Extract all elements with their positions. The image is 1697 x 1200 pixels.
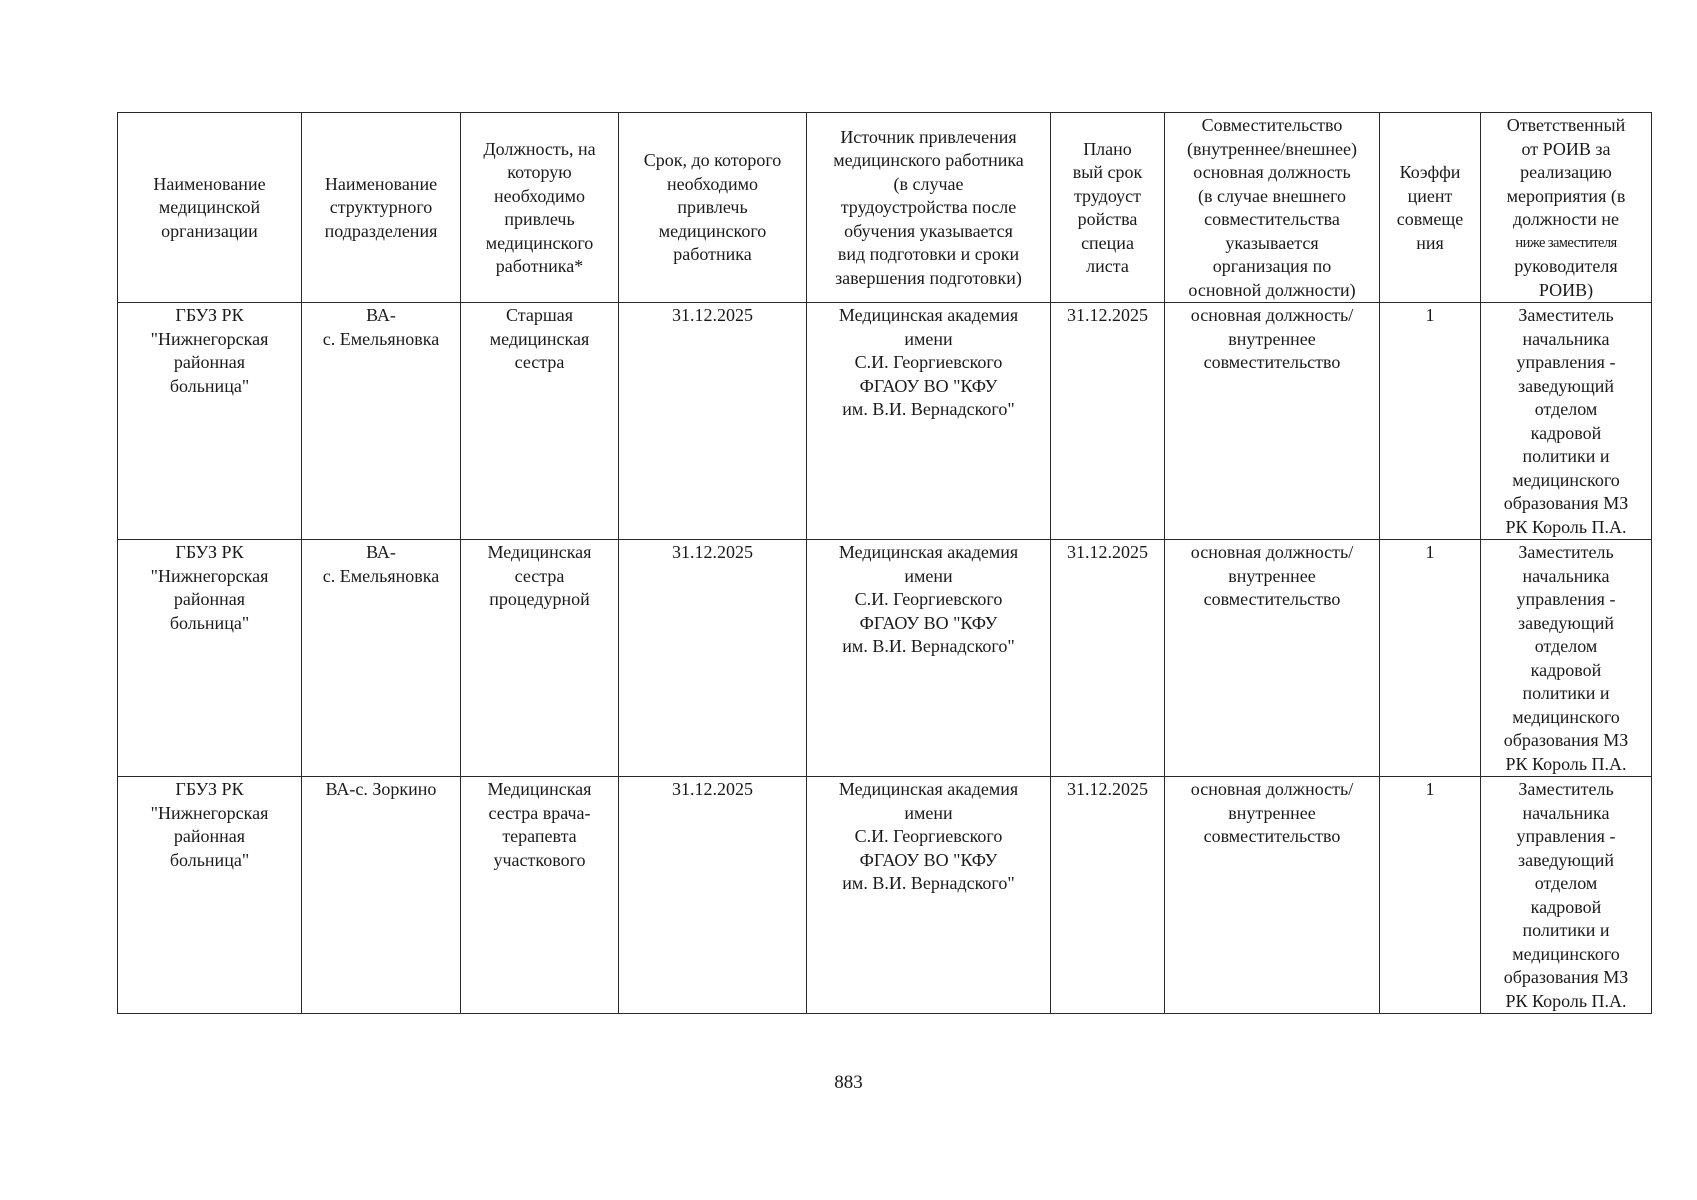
cell-line: листа — [1086, 256, 1129, 276]
cell-line: кадровой — [1530, 659, 1602, 680]
cell-line: основная должность/ — [1190, 779, 1354, 799]
cell-line: Совместительство — [1201, 115, 1343, 135]
cell-line: совместительство — [1203, 826, 1341, 846]
cell-line: "Нижнегорская — [150, 802, 269, 823]
cell-line: имени — [904, 328, 953, 349]
cell-line: необходимо — [493, 185, 586, 206]
header-subdivision — [302, 113, 461, 303]
cell-line: им. В.И. Вернадского" — [842, 399, 1015, 419]
staffing-table — [117, 112, 1652, 1014]
cell-line: РК Король П.А. — [1505, 516, 1627, 537]
cell-responsible — [1481, 777, 1652, 1014]
cell-line: Ответственный — [1506, 115, 1626, 135]
cell-line: 1 — [1425, 305, 1435, 325]
cell-line: медицинского — [1512, 469, 1620, 490]
cell-line: вид подготовки и сроки — [837, 244, 1020, 265]
cell-line: от РОИВ за — [1521, 138, 1611, 159]
cell-line: имени — [904, 565, 953, 586]
cell-line: ВА- — [366, 305, 396, 325]
cell-position — [461, 777, 619, 1014]
cell-line: Наименование — [153, 173, 266, 194]
cell-line: основной должности) — [1188, 279, 1356, 300]
cell-line: РОИВ) — [1538, 279, 1594, 300]
cell-line: образования МЗ — [1503, 730, 1629, 750]
cell-line: медицинского — [485, 232, 594, 253]
cell-line: внутреннее — [1228, 565, 1316, 586]
cell-line: РК Король П.А. — [1505, 990, 1627, 1011]
cell-line: Медицинская — [487, 542, 592, 562]
cell-line: 31.12.2025 — [672, 779, 753, 799]
cell-combination — [1165, 303, 1380, 540]
cell-organization — [118, 777, 302, 1014]
cell-line: специа — [1081, 232, 1134, 253]
cell-line: Наименование — [324, 173, 438, 194]
cell-combination — [1165, 777, 1380, 1014]
header-coefficient — [1380, 113, 1481, 303]
table-row — [118, 777, 1652, 1014]
cell-planned-date — [1051, 777, 1165, 1014]
page-number: 883 — [834, 1072, 863, 1093]
cell-source — [807, 303, 1051, 540]
cell-position — [461, 303, 619, 540]
cell-line: ГБУЗ РК — [175, 779, 244, 799]
cell-line: завершения подготовки) — [835, 267, 1022, 288]
cell-line: больница" — [169, 849, 250, 870]
header-position — [461, 113, 619, 303]
cell-combination — [1165, 540, 1380, 777]
cell-line: ВА- — [366, 542, 396, 562]
cell-line: 1 — [1425, 542, 1435, 562]
cell-line: им. В.И. Вернадского" — [842, 636, 1015, 656]
table-header — [118, 113, 1652, 303]
cell-line: 31.12.2025 — [1067, 779, 1148, 799]
table-row — [118, 303, 1652, 540]
cell-subdivision — [302, 303, 461, 540]
cell-organization — [118, 540, 302, 777]
cell-line: трудоуст — [1073, 185, 1142, 206]
cell-organization — [118, 303, 302, 540]
cell-line: начальника — [1522, 802, 1610, 823]
cell-line: (в случае внешнего — [1197, 185, 1347, 206]
cell-line: медицинская — [489, 328, 590, 349]
cell-line: Срок, до которого — [643, 150, 782, 171]
cell-subdivision — [302, 540, 461, 777]
cell-line: начальника — [1522, 328, 1610, 349]
cell-line: подразделения — [324, 220, 438, 241]
cell-line: работника — [673, 244, 752, 265]
cell-position — [461, 540, 619, 777]
cell-line: совмеще — [1396, 209, 1464, 229]
cell-deadline — [619, 303, 807, 540]
cell-line: должности не — [1512, 209, 1620, 229]
cell-line: работника* — [495, 256, 584, 276]
cell-line: трудоустройства после — [840, 197, 1017, 218]
cell-line: 31.12.2025 — [672, 542, 753, 562]
cell-coefficient — [1380, 303, 1481, 540]
cell-line: Должность, на — [483, 138, 596, 159]
cell-planned-date — [1051, 540, 1165, 777]
table-row — [118, 540, 1652, 777]
cell-line: больница" — [169, 375, 250, 396]
cell-line: Медицинская академия — [838, 542, 1019, 562]
cell-line: районная — [173, 352, 246, 372]
cell-line: Плано — [1083, 138, 1132, 159]
cell-line: кадровой — [1530, 422, 1602, 443]
cell-source — [807, 777, 1051, 1014]
cell-line: (в случае — [893, 173, 964, 194]
cell-line: образования МЗ — [1503, 967, 1629, 987]
cell-line: Медицинская академия — [838, 779, 1019, 799]
cell-line: медицинского — [1512, 706, 1620, 727]
header-responsible — [1481, 113, 1652, 303]
cell-line: Заместитель — [1518, 542, 1614, 562]
cell-line: организации — [161, 220, 258, 241]
cell-line: руководителя — [1514, 256, 1618, 276]
cell-line: ГБУЗ РК — [175, 305, 244, 325]
cell-line: сестра — [514, 565, 565, 586]
cell-line: Источник привлечения — [840, 126, 1017, 147]
header-row — [118, 113, 1652, 303]
cell-line: заведующий — [1518, 849, 1614, 870]
cell-line: необходимо — [666, 173, 759, 194]
cell-planned-date — [1051, 303, 1165, 540]
cell-line: "Нижнегорская — [150, 565, 269, 586]
cell-line: районная — [173, 826, 246, 846]
header-planned-date — [1051, 113, 1165, 303]
cell-line: РК Король П.А. — [1505, 753, 1627, 774]
header-combination — [1165, 113, 1380, 303]
cell-coefficient — [1380, 540, 1481, 777]
cell-line: медицинской — [158, 197, 261, 218]
cell-responsible — [1481, 540, 1652, 777]
cell-line: ройства — [1077, 209, 1138, 229]
cell-line: "Нижнегорская — [150, 328, 269, 349]
cell-line: Медицинская — [487, 779, 592, 799]
cell-line: процедурной — [489, 589, 590, 609]
cell-line: (внутреннее/внешнее) — [1186, 138, 1358, 159]
cell-line: ГБУЗ РК — [175, 542, 244, 562]
cell-line: терапевта — [502, 826, 577, 846]
cell-line: С.И. Георгиевского — [854, 589, 1003, 609]
cell-line: участкового — [493, 849, 586, 870]
cell-line: основная должность/ — [1190, 305, 1354, 325]
cell-line: указывается — [1225, 232, 1319, 253]
cell-line: политики и — [1522, 920, 1610, 940]
cell-line: имени — [904, 802, 953, 823]
cell-line: Медицинская академия — [838, 305, 1019, 325]
header-deadline — [619, 113, 807, 303]
cell-line: политики и — [1522, 446, 1610, 466]
cell-subdivision — [302, 777, 461, 1014]
cell-line: начальника — [1522, 565, 1610, 586]
cell-line: образования МЗ — [1503, 493, 1629, 513]
cell-line: управления - — [1516, 826, 1616, 846]
cell-line: совместительство — [1203, 352, 1341, 372]
cell-line: обучения указывается — [844, 220, 1013, 241]
cell-responsible — [1481, 303, 1652, 540]
cell-line: вый срок — [1072, 162, 1143, 182]
cell-line: управления - — [1516, 352, 1616, 372]
cell-line: ВА-с. Зоркино — [325, 779, 437, 799]
cell-line: Старшая — [506, 305, 573, 325]
cell-line: медицинского работника — [833, 150, 1024, 171]
cell-line: с. Емельяновка — [322, 328, 440, 349]
cell-line: отделом — [1534, 873, 1598, 893]
table-body — [118, 303, 1652, 1014]
cell-line: медицинского — [658, 220, 767, 241]
cell-line: внутреннее — [1228, 328, 1316, 349]
cell-line: которую — [507, 162, 572, 182]
header-organization — [118, 113, 302, 303]
cell-line: циент — [1407, 185, 1453, 206]
cell-line: Заместитель — [1518, 779, 1614, 799]
cell-line: районная — [173, 589, 246, 609]
cell-coefficient — [1380, 777, 1481, 1014]
cell-line: внутреннее — [1228, 802, 1316, 823]
cell-line: привлечь — [504, 209, 575, 229]
cell-line: заведующий — [1518, 612, 1614, 633]
cell-line: с. Емельяновка — [322, 565, 440, 586]
cell-line: основная должность/ — [1190, 542, 1354, 562]
cell-line: отделом — [1534, 636, 1598, 656]
cell-line: сестра — [514, 352, 565, 372]
cell-deadline — [619, 540, 807, 777]
cell-line: 31.12.2025 — [1067, 305, 1148, 325]
cell-line: сестра врача- — [488, 802, 591, 823]
cell-line: 31.12.2025 — [1067, 542, 1148, 562]
cell-line: структурного — [329, 197, 433, 218]
cell-deadline — [619, 777, 807, 1014]
cell-line: организация по — [1212, 256, 1332, 276]
cell-line: основная должность — [1193, 162, 1351, 182]
cell-line: Заместитель — [1518, 305, 1614, 325]
cell-line: ния — [1416, 232, 1444, 253]
cell-line: ФГАОУ ВО "КФУ — [859, 375, 998, 396]
header-source — [807, 113, 1051, 303]
cell-line: совместительство — [1203, 589, 1341, 609]
cell-line: им. В.И. Вернадского" — [842, 873, 1015, 893]
cell-line: управления - — [1516, 589, 1616, 609]
cell-line: отделом — [1534, 399, 1598, 419]
cell-line: кадровой — [1530, 896, 1602, 917]
cell-line: совместительства — [1204, 209, 1340, 229]
cell-line: политики и — [1522, 683, 1610, 703]
cell-line: 1 — [1425, 779, 1435, 799]
cell-line: медицинского — [1512, 943, 1620, 964]
cell-line: 31.12.2025 — [672, 305, 753, 325]
cell-line: Коэффи — [1399, 162, 1461, 182]
cell-line: ФГАОУ ВО "КФУ — [859, 849, 998, 870]
cell-line: С.И. Георгиевского — [854, 826, 1003, 846]
cell-line: ниже заместителя — [1515, 234, 1617, 251]
cell-line: С.И. Георгиевского — [854, 352, 1003, 372]
cell-line: заведующий — [1518, 375, 1614, 396]
cell-line: мероприятия (в — [1506, 185, 1626, 206]
cell-line: реализацию — [1520, 162, 1612, 182]
cell-line: привлечь — [677, 197, 748, 218]
cell-source — [807, 540, 1051, 777]
cell-line: больница" — [169, 612, 250, 633]
cell-line: ФГАОУ ВО "КФУ — [859, 612, 998, 633]
